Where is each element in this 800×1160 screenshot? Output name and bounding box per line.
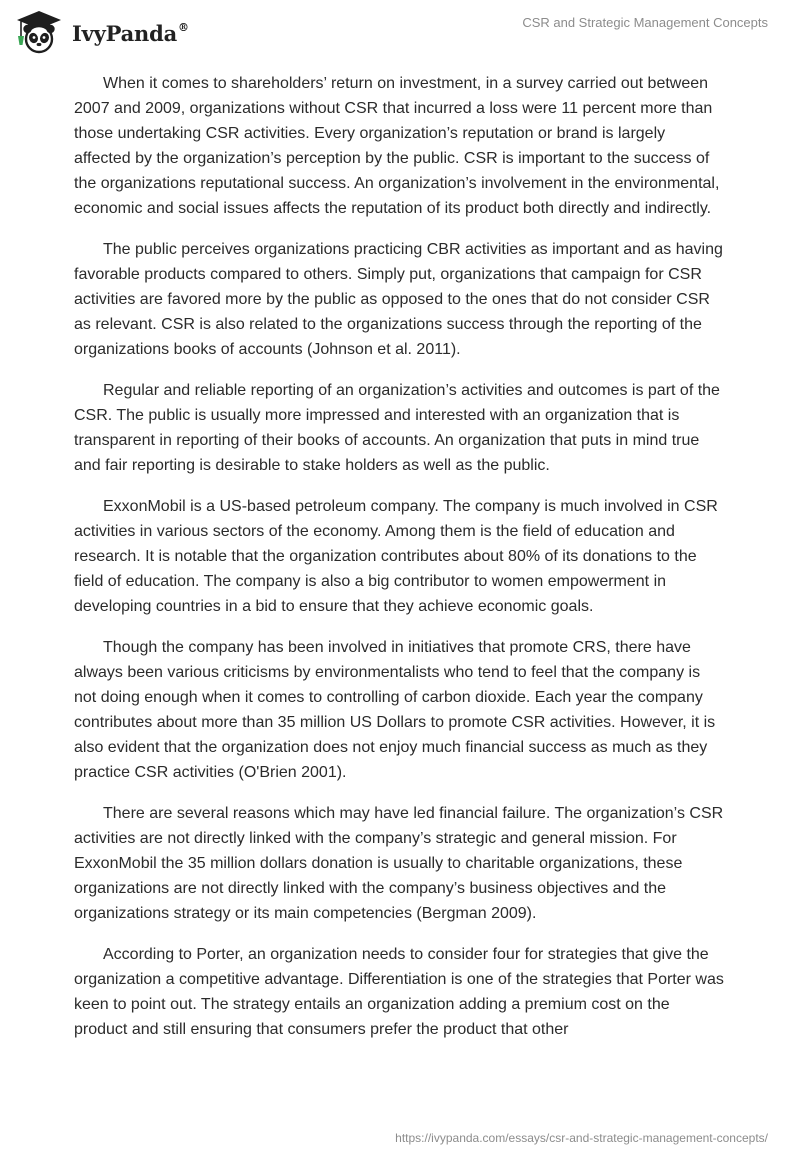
document-title: CSR and Strategic Management Concepts [522, 15, 768, 30]
paragraph-3: Regular and reliable reporting of an organization’s activities and outcomes is part of the CSR. The public is usually more impressed and interested with an organization that is transparent in reporting of their books of accounts. An organization that puts in mind true and fair reporting is desirable to stake holders as well as the public. [74, 382, 720, 474]
paragraph-1: When it comes to shareholders’ return on investment, in a survey carried out between 2007 and 2009, organizations without CSR that incurred a loss were 11 percent more than those undertaking CSR activities. Every organization’s reputation or brand is largely affected by the organization’s perception by the public. CSR is important to the success of the organizations reputational success. An organization’s involvement in the environmental, economic and social issues affects the reputation of its product both directly and indirectly. [74, 75, 720, 217]
paragraph-7: According to Porter, an organization needs to consider four for strategies that give the organization a competitive advantage. Differentiation is one of the strategies that Porter was keen to point out. The strategy entails an organization adding a premium cost on the product and still ensuring that consumers prefer the product that other [74, 946, 724, 1038]
panda-graduate-icon [14, 9, 64, 55]
paragraph-6: There are several reasons which may have led financial failure. The organization’s CSR activities are not directly linked with the company’s strategic and general mission. For ExxonMobil the 35 million dollars donation is usually to charitable organizations, these organizations are not directly linked with the company’s business objectives and the organizations strategy or its main competencies (Bergman 2009). [74, 805, 724, 922]
paragraph-2: The public perceives organizations practicing CBR activities as important and as having favorable products compared to others. Simply put, organizations that campaign for CSR activities are favored more by the public as opposed to the ones that do not consider CSR as relevant. CSR is also related to the organizations success through the reporting of the organizations books of accounts (Johnson et al. 2011). [74, 241, 723, 358]
page-header [0, 0, 800, 60]
source-url[interactable]: https://ivypanda.com/essays/csr-and-strategic-management-concepts/ [395, 1131, 768, 1145]
ivypanda-logo[interactable] [14, 9, 189, 55]
paragraph-5: Though the company has been involved in initiatives that promote CRS, there have always been various criticisms by environmentalists who tend to feel that the company is not doing enough when it comes to controlling of carbon dioxide. Each year the company contributes about more than 35 million US Dollars to promote CSR activities. However, it is also evident that the organization does not enjoy much financial success as much as they practice CSR activities (O'Brien 2001). [74, 639, 716, 781]
paragraph-4: ExxonMobil is a US-based petroleum company. The company is much involved in CSR activities in various sectors of the economy. Among them is the field of education and research. It is notable that the organization contributes about 80% of its donations to the field of education. The company is also a big contributor to women empowerment in developing countries in a bid to ensure that they achieve economic goals. [74, 498, 718, 615]
essay-body [74, 71, 726, 1058]
brand-name: IvyPanda® [72, 20, 189, 46]
